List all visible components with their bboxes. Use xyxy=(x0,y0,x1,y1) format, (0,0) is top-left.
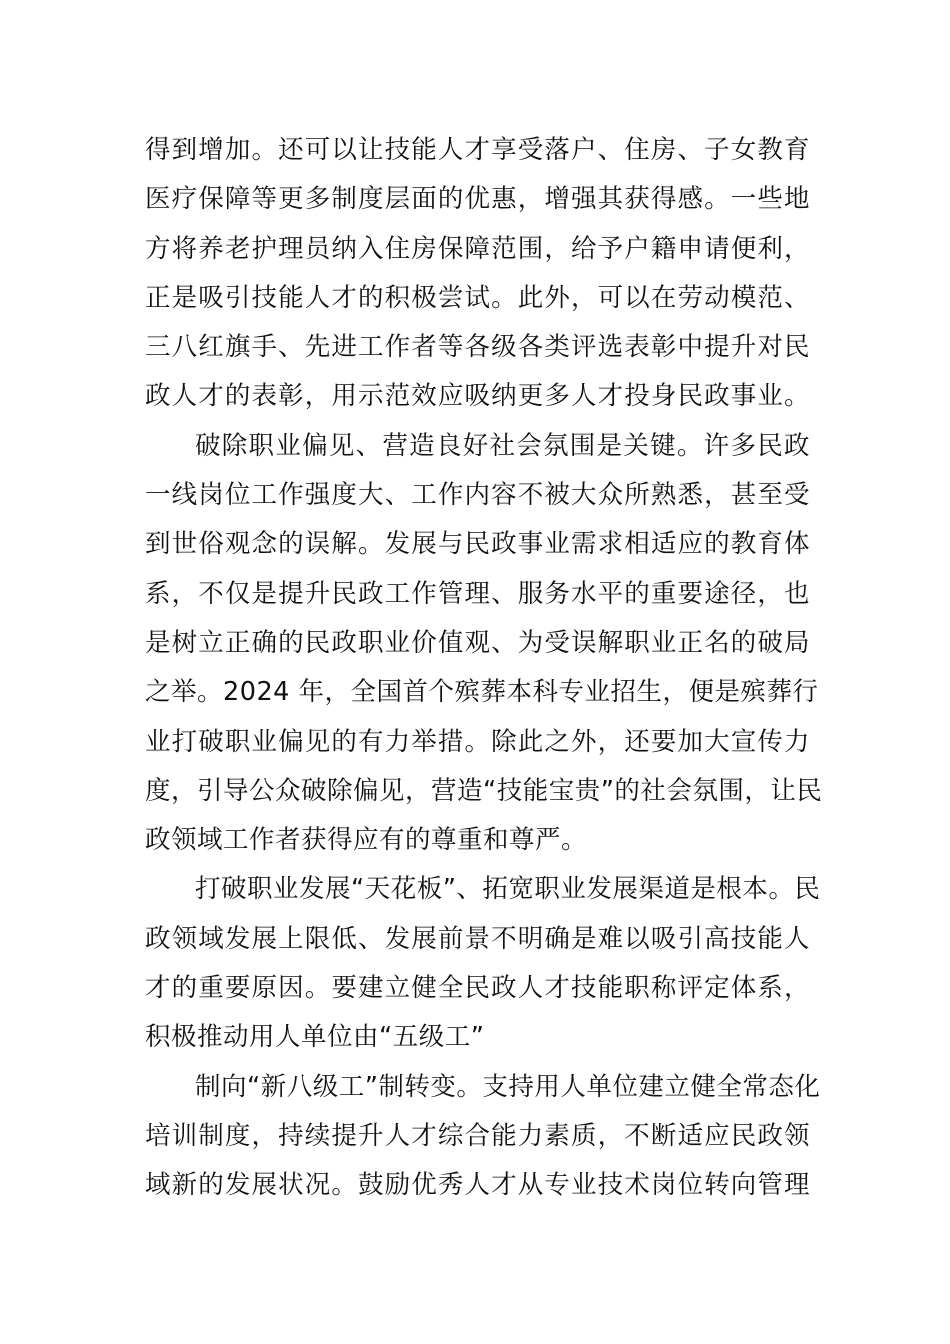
text-line: 政人才的表彰，用示范效应吸纳更多人才投身民政事业。 xyxy=(145,381,810,412)
text-line: 医疗保障等更多制度层面的优惠，增强其获得感。一些地 xyxy=(145,184,810,215)
body-text xyxy=(145,126,823,1211)
text-line: 到世俗观念的误解。发展与民政事业需求相适应的教育体 xyxy=(145,529,810,560)
paragraph-first-line: 制向“新八级工”制转变。支持用人单位建立健全常态化 xyxy=(195,1071,821,1102)
paragraph-first-line: 破除职业偏见、营造良好社会氛围是关键。许多民政 xyxy=(195,430,810,461)
text-line: 度，引导公众破除偏见，营造“技能宝贵”的社会氛围，让民 xyxy=(145,775,823,806)
text-line: 得到增加。还可以让技能人才享受落户、住房、子女教育 xyxy=(145,135,810,165)
paragraph-last-line: 积极推动用人单位由“五级工” xyxy=(145,1022,485,1053)
text-line: 才的重要原因。要建立健全民政人才技能职称评定体系， xyxy=(145,973,810,1004)
text-line: 方将养老护理员纳入住房保障范围，给予户籍申请便利， xyxy=(145,233,810,264)
text-line: 正是吸引技能人才的积极尝试。此外，可以在劳动模范、 xyxy=(145,282,810,313)
paragraph-first-line: 打破职业发展“天花板”、拓宽职业发展渠道是根本。民 xyxy=(195,874,821,905)
text-line: 一线岗位工作强度大、工作内容不被大众所熟悉，甚至受 xyxy=(145,480,810,511)
text-line: 政领域发展上限低、发展前景不明确是难以吸引高技能人 xyxy=(145,923,810,954)
text-line: 域新的发展状况。鼓励优秀人才从专业技术岗位转向管理 xyxy=(145,1170,810,1201)
text-line: 系，不仅是提升民政工作管理、服务水平的重要途径，也 xyxy=(145,578,810,609)
text-line: 培训制度，持续提升人才综合能力素质，不断适应民政领 xyxy=(145,1120,810,1151)
text-line: 之举。2024 年，全国首个殡葬本科专业招生，便是殡葬行 xyxy=(145,677,819,708)
text-line: 三八红旗手、先进工作者等各级各类评选表彰中提升对民 xyxy=(145,332,810,363)
paragraph-last-line: 政领域工作者获得应有的尊重和尊严。 xyxy=(145,825,588,856)
text-line: 业打破职业偏见的有力举措。除此之外，还要加大宣传力 xyxy=(145,726,810,757)
text-line: 是树立正确的民政职业价值观、为受误解职业正名的破局 xyxy=(145,627,810,658)
